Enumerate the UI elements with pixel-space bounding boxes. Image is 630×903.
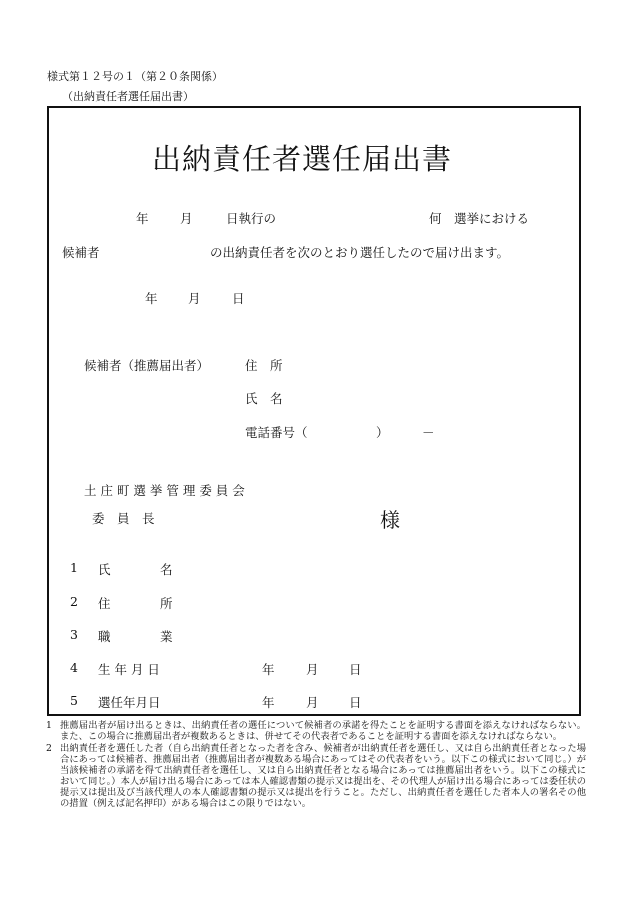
form-subtitle: （出納責任者選任届出書） — [62, 90, 194, 103]
statement-text: の出納責任者を次のとおり選任したので届け出ます。 — [210, 245, 510, 260]
phone-dash: － — [422, 425, 435, 440]
footnotes — [46, 720, 586, 810]
election-name-label: 何 選挙における — [429, 211, 530, 226]
applicant-label: 候補者（推薦届出者） — [84, 358, 210, 373]
item-3-number: 3 — [70, 627, 78, 642]
item-5-number: 5 — [70, 693, 78, 708]
footnote-text: 出納責任者を選任した者（自ら出納責任者となった者を含み、候補者が出納責任者を選任し、又は自ら出納責任者となった場合にあっては候補者、推薦届出者（推薦届出者が複数ある場合にあってはその代表者をいう。以下この様式において同じ。）が当該候補者の承諾を得て出納責任者を選任し、又は自ら出納責任者となる場合にあっては推薦届出者をいう。以下この様式において同じ。）本人が届け出る場合にあっては本人確認書類の提示又は提出を、その代理人が届け出る場合にあっては委任状の提示又は提出及び当該代理人の本人確認書類の提示又は提出を行うこと。ただし、出納責任者を選任した者本人の署名その他の措置（例えば記名押印）がある場合はこの限りではない。 — [60, 743, 586, 809]
footnote-number: 1 — [46, 720, 52, 731]
footnote-number: 2 — [46, 743, 52, 754]
applicant-address-label: 住 所 — [245, 358, 283, 373]
filing-day-label: 日 — [232, 291, 245, 306]
chair-label: 委 員 長 — [92, 511, 155, 526]
election-month-label: 月 — [180, 211, 193, 226]
form-number: 様式第１２号の１（第２０条関係） — [47, 70, 223, 83]
footnote — [46, 720, 586, 742]
honorific-sama: 様 — [380, 508, 400, 532]
document-title: 出納責任者選任届出書 — [152, 142, 453, 176]
item-4-day: 日 — [349, 662, 362, 677]
election-year-label: 年 — [136, 211, 149, 226]
candidate-label: 候補者 — [62, 245, 100, 260]
filing-year-label: 年 — [145, 291, 158, 306]
item-2-label-a: 住 — [98, 596, 111, 611]
item-3-label-a: 職 — [98, 629, 111, 644]
applicant-name-label: 氏 名 — [245, 391, 283, 406]
item-4-number: 4 — [70, 660, 78, 675]
item-1-label-a: 氏 — [98, 562, 111, 577]
committee-name: 土 庄 町 選 挙 管 理 委 員 会 — [84, 483, 245, 498]
item-4-label: 生 年 月 日 — [98, 662, 160, 677]
form-frame — [47, 106, 581, 716]
footnote — [46, 743, 586, 809]
item-5-month: 月 — [306, 695, 319, 710]
item-2-label-b: 所 — [160, 596, 173, 611]
election-day-label: 日執行の — [226, 211, 277, 226]
item-4-year: 年 — [262, 662, 275, 677]
item-1-number: 1 — [70, 560, 78, 575]
item-5-year: 年 — [262, 695, 275, 710]
item-3-label-b: 業 — [160, 629, 173, 644]
item-5-label: 選任年月日 — [98, 695, 161, 710]
item-1-label-b: 名 — [160, 562, 173, 577]
footnote-text: 推薦届出者が届け出るときは、出納責任者の選任について候補者の承諾を得たことを証明する書面を添えなければならない。また、この場合に推薦届出者が複数あるときは、併せてその代表者であることを証明する書面を添えなければならない。 — [60, 720, 586, 742]
phone-close-paren: ） — [376, 425, 389, 440]
item-2-number: 2 — [70, 594, 78, 609]
item-5-day: 日 — [349, 695, 362, 710]
item-4-month: 月 — [306, 662, 319, 677]
filing-month-label: 月 — [188, 291, 201, 306]
applicant-phone-label: 電話番号（ — [245, 425, 308, 440]
